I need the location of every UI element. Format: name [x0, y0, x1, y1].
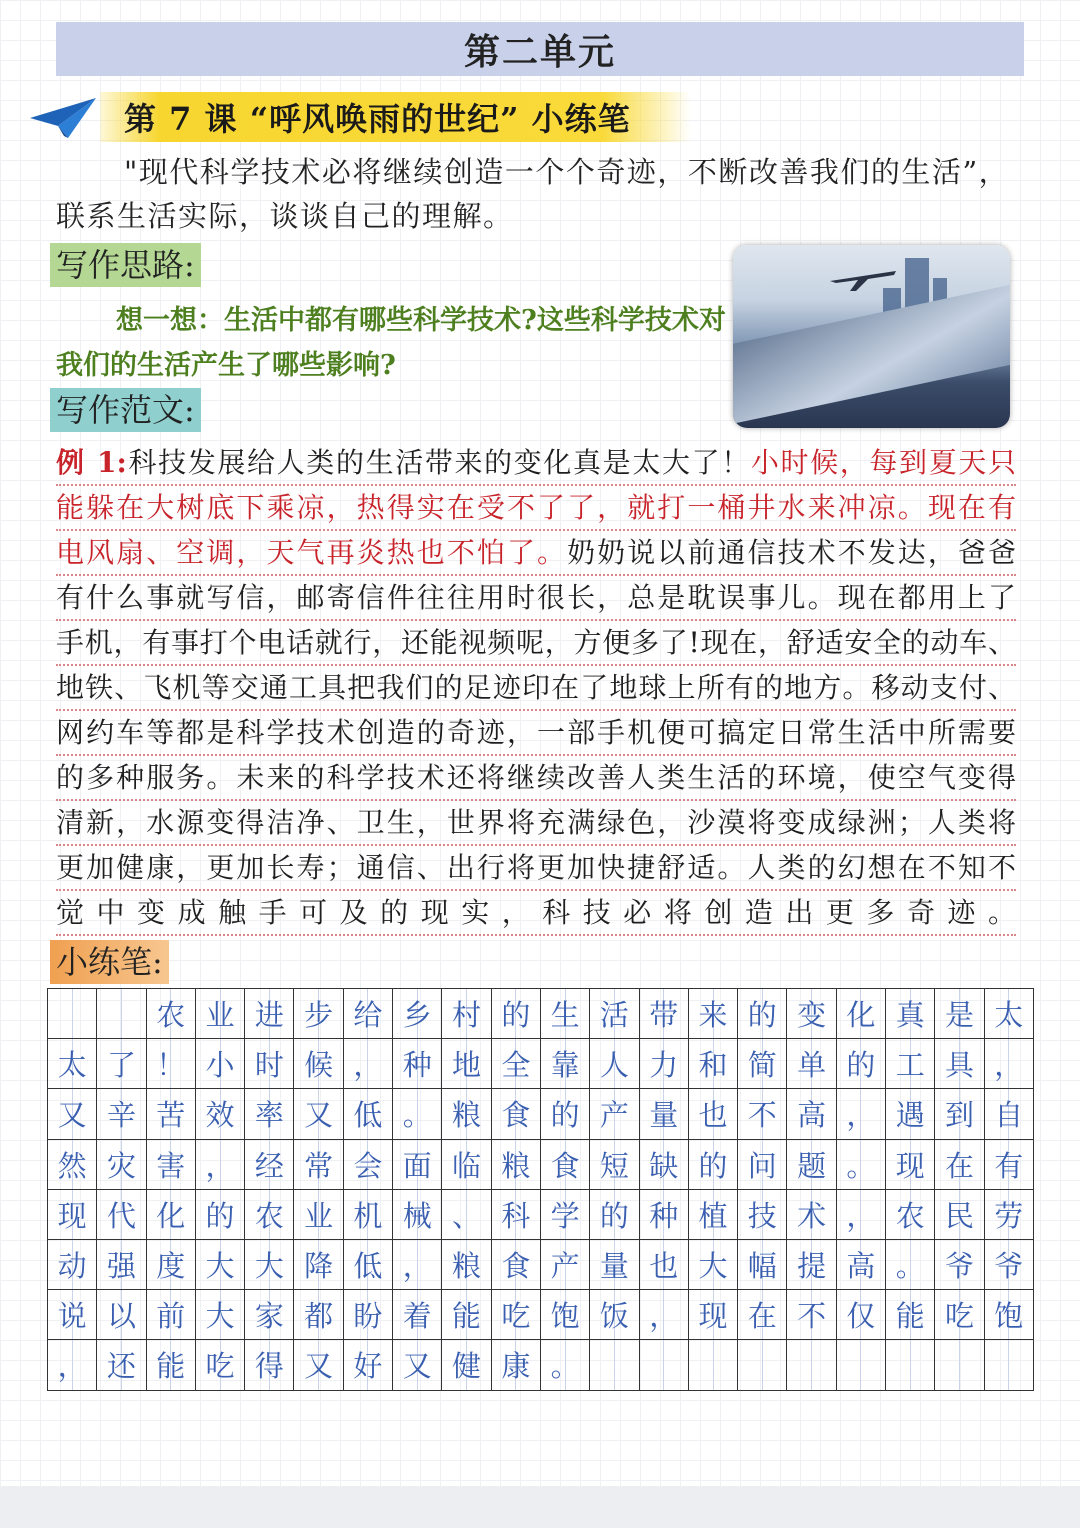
grid-cell: 。: [886, 1239, 935, 1289]
essay-text: 奶奶说以前通信技术不发达，爸爸: [567, 536, 1016, 569]
thinking-label: 写作思路:: [50, 243, 201, 287]
grid-cell: 辛: [97, 1089, 146, 1139]
grid-cell: 化: [146, 1189, 195, 1239]
grid-cell: 又: [393, 1340, 442, 1390]
grid-cell: 都: [294, 1290, 343, 1340]
grid-cell: 候: [294, 1039, 343, 1089]
grid-cell: [688, 1340, 737, 1390]
grid-cell: 。: [540, 1340, 589, 1390]
grid-cell: ，: [836, 1089, 885, 1139]
grid-cell: ，: [836, 1189, 885, 1239]
grid-cell: 技: [738, 1189, 787, 1239]
essay-text: 网约车等都是科学技术创造的奇迹，一部手机便可搞定日常生活中所需要: [56, 716, 1016, 749]
grid-cell: 家: [245, 1290, 294, 1340]
grid-cell: 吃: [491, 1290, 540, 1340]
grid-cell: 又: [48, 1089, 97, 1139]
essay-text: 有什么事就写信，邮寄信件往往用时很长，总是耽误事儿。现在都用上了: [56, 581, 1016, 614]
grid-cell: 业: [294, 1189, 343, 1239]
grid-cell: 食: [491, 1089, 540, 1139]
grid-cell: 提: [787, 1239, 836, 1289]
grid-row: [48, 1189, 1034, 1239]
grid-cell: ，: [393, 1239, 442, 1289]
essay-text: 的多种服务。未来的科学技术还将继续改善人类生活的环境，使空气变得: [56, 761, 1016, 794]
grid-cell: 短: [590, 1139, 639, 1189]
grid-cell: 会: [343, 1139, 392, 1189]
grid-cell: 。: [393, 1089, 442, 1139]
grid-cell: 还: [97, 1340, 146, 1390]
grid-cell: 高: [787, 1089, 836, 1139]
grid-cell: 带: [639, 989, 688, 1039]
grid-cell: 的: [540, 1089, 589, 1139]
grid-cell: 又: [294, 1089, 343, 1139]
grid-cell: 粮: [442, 1239, 491, 1289]
grid-cell: 现: [688, 1290, 737, 1340]
grid-cell: 吃: [935, 1290, 984, 1340]
essay-line: [56, 621, 1016, 666]
grid-cell: 低: [343, 1089, 392, 1139]
essay-text: 清新，水源变得洁净、卫生，世界将充满绿色，沙漠将变成绿洲；人类将: [56, 806, 1016, 839]
grid-cell: 农: [146, 989, 195, 1039]
grid-cell: 好: [343, 1340, 392, 1390]
grid-cell: 时: [245, 1039, 294, 1089]
grid-cell: 小: [195, 1039, 244, 1089]
grid-cell: 自: [984, 1089, 1033, 1139]
grid-cell: 步: [294, 989, 343, 1039]
grid-cell: 太: [984, 989, 1033, 1039]
grid-cell: 地: [442, 1039, 491, 1089]
essay-text: 科技发展给人类的生活带来的变化真是太大了！: [126, 446, 751, 479]
grid-cell: 问: [738, 1139, 787, 1189]
grid-cell: 降: [294, 1239, 343, 1289]
grid-cell: 种: [639, 1189, 688, 1239]
grid-cell: 以: [97, 1290, 146, 1340]
essay-line: [56, 441, 1016, 486]
grid-cell: 进: [245, 989, 294, 1039]
technology-city-image: [733, 245, 1010, 428]
essay-line: [56, 891, 1016, 936]
grid-cell: [590, 1340, 639, 1390]
grid-cell: 康: [491, 1340, 540, 1390]
grid-cell: [48, 989, 97, 1039]
grid-cell: 害: [146, 1139, 195, 1189]
lesson-title: 第 7 课 “呼风唤雨的世纪” 小练笔: [124, 100, 631, 138]
lesson-title-highlight: [100, 92, 691, 142]
grid-cell: 也: [639, 1239, 688, 1289]
essay-line: [56, 756, 1016, 801]
grid-cell: 太: [48, 1039, 97, 1089]
grid-cell: 健: [442, 1340, 491, 1390]
grid-cell: 大: [195, 1239, 244, 1289]
grid-cell: 植: [688, 1189, 737, 1239]
grid-cell: 不: [787, 1290, 836, 1340]
grid-cell: ，: [984, 1039, 1033, 1089]
grid-cell: 现: [886, 1139, 935, 1189]
unit-banner: [56, 22, 1024, 76]
grid-cell: 度: [146, 1239, 195, 1289]
grid-cell: 是: [935, 989, 984, 1039]
paper-plane-icon: [28, 96, 98, 140]
grid-cell: 能: [146, 1340, 195, 1390]
highlighted-text: 小时候，每到夏天只: [750, 446, 1016, 479]
grid-cell: 不: [738, 1089, 787, 1139]
essay-line: [56, 846, 1016, 891]
grid-cell: 科: [491, 1189, 540, 1239]
grid-cell: 机: [343, 1189, 392, 1239]
grid-cell: 题: [787, 1139, 836, 1189]
essay-line: [56, 531, 1016, 576]
grid-cell: 工: [886, 1039, 935, 1089]
grid-cell: 产: [590, 1089, 639, 1139]
grid-cell: 学: [540, 1189, 589, 1239]
grid-cell: 的: [738, 989, 787, 1039]
grid-cell: 靠: [540, 1039, 589, 1089]
grid-cell: 经: [245, 1139, 294, 1189]
grid-cell: 饱: [540, 1290, 589, 1340]
grid-cell: ，: [195, 1139, 244, 1189]
grid-cell: 遇: [886, 1089, 935, 1139]
grid-cell: ，: [48, 1340, 97, 1390]
grid-cell: 能: [886, 1290, 935, 1340]
grid-cell: 大: [245, 1239, 294, 1289]
thinking-text: 想一想：生活中都有哪些科学技术?这些科学技术对我们的生活产生了哪些影响?: [56, 305, 726, 381]
grid-cell: 率: [245, 1089, 294, 1139]
grid-cell: 的: [836, 1039, 885, 1089]
grid-row: [48, 1039, 1034, 1089]
grid-cell: [886, 1340, 935, 1390]
grid-cell: 食: [491, 1239, 540, 1289]
grid-cell: 常: [294, 1139, 343, 1189]
grid-cell: 强: [97, 1239, 146, 1289]
essay-text: 地铁、飞机等交通工具把我们的足迹印在了地球上所有的地方。移动支付、: [56, 671, 1016, 704]
grid-cell: 农: [886, 1189, 935, 1239]
grid-cell: [935, 1340, 984, 1390]
grid-cell: 量: [639, 1089, 688, 1139]
essay-text: 觉中变成触手可及的现实，科技必将创造出更多奇迹。: [56, 896, 1016, 929]
grid-cell: 前: [146, 1290, 195, 1340]
grid-cell: 术: [787, 1189, 836, 1239]
grid-cell: 在: [935, 1139, 984, 1189]
grid-cell: [984, 1340, 1033, 1390]
grid-row: [48, 1340, 1034, 1390]
grid-cell: 的: [688, 1139, 737, 1189]
practice-label: 小练笔:: [50, 940, 169, 984]
grid-cell: 、: [442, 1189, 491, 1239]
grid-cell: 的: [491, 989, 540, 1039]
grid-row: [48, 1290, 1034, 1340]
grid-cell: 爷: [935, 1239, 984, 1289]
grid-cell: 活: [590, 989, 639, 1039]
grid-cell: 真: [886, 989, 935, 1039]
grid-cell: 幅: [738, 1239, 787, 1289]
essay-line: [56, 576, 1016, 621]
grid-cell: 种: [393, 1039, 442, 1089]
grid-cell: 吃: [195, 1340, 244, 1390]
grid-cell: 爷: [984, 1239, 1033, 1289]
grid-cell: 简: [738, 1039, 787, 1089]
grid-cell: 动: [48, 1239, 97, 1289]
grid-cell: 大: [195, 1290, 244, 1340]
grid-cell: [738, 1340, 787, 1390]
essay-text: 更加健康，更加长寿；通信、出行将更加快捷舒适。人类的幻想在不知不: [56, 851, 1016, 884]
grid-cell: 民: [935, 1189, 984, 1239]
essay-line: [56, 486, 1016, 531]
grid-row: [48, 1089, 1034, 1139]
grid-cell: [836, 1340, 885, 1390]
grid-cell: 着: [393, 1290, 442, 1340]
grid-cell: 化: [836, 989, 885, 1039]
grid-cell: 有: [984, 1139, 1033, 1189]
grid-cell: 的: [195, 1189, 244, 1239]
grid-cell: [97, 989, 146, 1039]
grid-cell: 也: [688, 1089, 737, 1139]
grid-cell: 。: [836, 1139, 885, 1189]
grid-cell: 苦: [146, 1089, 195, 1139]
grid-cell: 效: [195, 1089, 244, 1139]
highlighted-text: 能躲在大树底下乘凉，热得实在受不了了，就打一桶井水来冲凉。现在有: [56, 491, 1016, 524]
grid-cell: 生: [540, 989, 589, 1039]
page-footer-band: [0, 1486, 1080, 1528]
grid-cell: 劳: [984, 1189, 1033, 1239]
grid-cell: 能: [442, 1290, 491, 1340]
grid-cell: 大: [688, 1239, 737, 1289]
unit-title: 第二单元: [463, 30, 616, 73]
grid-cell: 低: [343, 1239, 392, 1289]
grid-cell: 力: [639, 1039, 688, 1089]
grid-cell: 代: [97, 1189, 146, 1239]
grid-cell: 变: [787, 989, 836, 1039]
grid-cell: 又: [294, 1340, 343, 1390]
grid-cell: 单: [787, 1039, 836, 1089]
airplane-icon: [828, 263, 898, 293]
sample-essay: [56, 441, 1016, 936]
grid-cell: 盼: [343, 1290, 392, 1340]
grid-cell: 全: [491, 1039, 540, 1089]
grid-cell: 村: [442, 989, 491, 1039]
grid-cell: 械: [393, 1189, 442, 1239]
grid-cell: ！: [146, 1039, 195, 1089]
grid-cell: 粮: [442, 1089, 491, 1139]
sample-label: 写作范文:: [50, 388, 201, 432]
grid-cell: 饱: [984, 1290, 1033, 1340]
grid-cell: 食: [540, 1139, 589, 1189]
grid-row: [48, 989, 1034, 1039]
grid-cell: 灾: [97, 1139, 146, 1189]
grid-cell: 仅: [836, 1290, 885, 1340]
grid-row: [48, 1239, 1034, 1289]
grid-cell: 来: [688, 989, 737, 1039]
grid-cell: 饭: [590, 1290, 639, 1340]
grid-cell: 到: [935, 1089, 984, 1139]
grid-cell: 临: [442, 1139, 491, 1189]
grid-cell: 然: [48, 1139, 97, 1189]
writing-prompt: "现代科学技术必将继续创造一个个奇迹，不断改善我们的生活”，联系生活实际，谈谈自己的理解。: [56, 155, 1010, 233]
grid-cell: 乡: [393, 989, 442, 1039]
grid-cell: 产: [540, 1239, 589, 1289]
grid-cell: ，: [639, 1290, 688, 1340]
grid-cell: 具: [935, 1039, 984, 1089]
grid-cell: 说: [48, 1290, 97, 1340]
essay-line: [56, 666, 1016, 711]
grid-cell: 人: [590, 1039, 639, 1089]
practice-writing-grid: [47, 988, 1034, 1391]
grid-cell: 得: [245, 1340, 294, 1390]
highlighted-text: 电风扇、空调，天气再炎热也不怕了。: [56, 536, 568, 569]
grid-cell: 的: [590, 1189, 639, 1239]
grid-cell: 给: [343, 989, 392, 1039]
grid-cell: 高: [836, 1239, 885, 1289]
grid-cell: 缺: [639, 1139, 688, 1189]
grid-cell: 在: [738, 1290, 787, 1340]
grid-cell: 了: [97, 1039, 146, 1089]
grid-cell: [639, 1340, 688, 1390]
grid-cell: 业: [195, 989, 244, 1039]
grid-row: [48, 1139, 1034, 1189]
grid-cell: ，: [343, 1039, 392, 1089]
grid-cell: [787, 1340, 836, 1390]
essay-text: 手机，有事打个电话就行，还能视频呢，方便多了!现在，舒适安全的动车、: [56, 626, 1016, 659]
grid-cell: 农: [245, 1189, 294, 1239]
grid-cell: 面: [393, 1139, 442, 1189]
essay-line: [56, 801, 1016, 846]
grid-cell: 粮: [491, 1139, 540, 1189]
example-label: 例 1:: [56, 446, 127, 479]
grid-cell: 现: [48, 1189, 97, 1239]
essay-line: [56, 711, 1016, 756]
grid-cell: 和: [688, 1039, 737, 1089]
grid-cell: 量: [590, 1239, 639, 1289]
